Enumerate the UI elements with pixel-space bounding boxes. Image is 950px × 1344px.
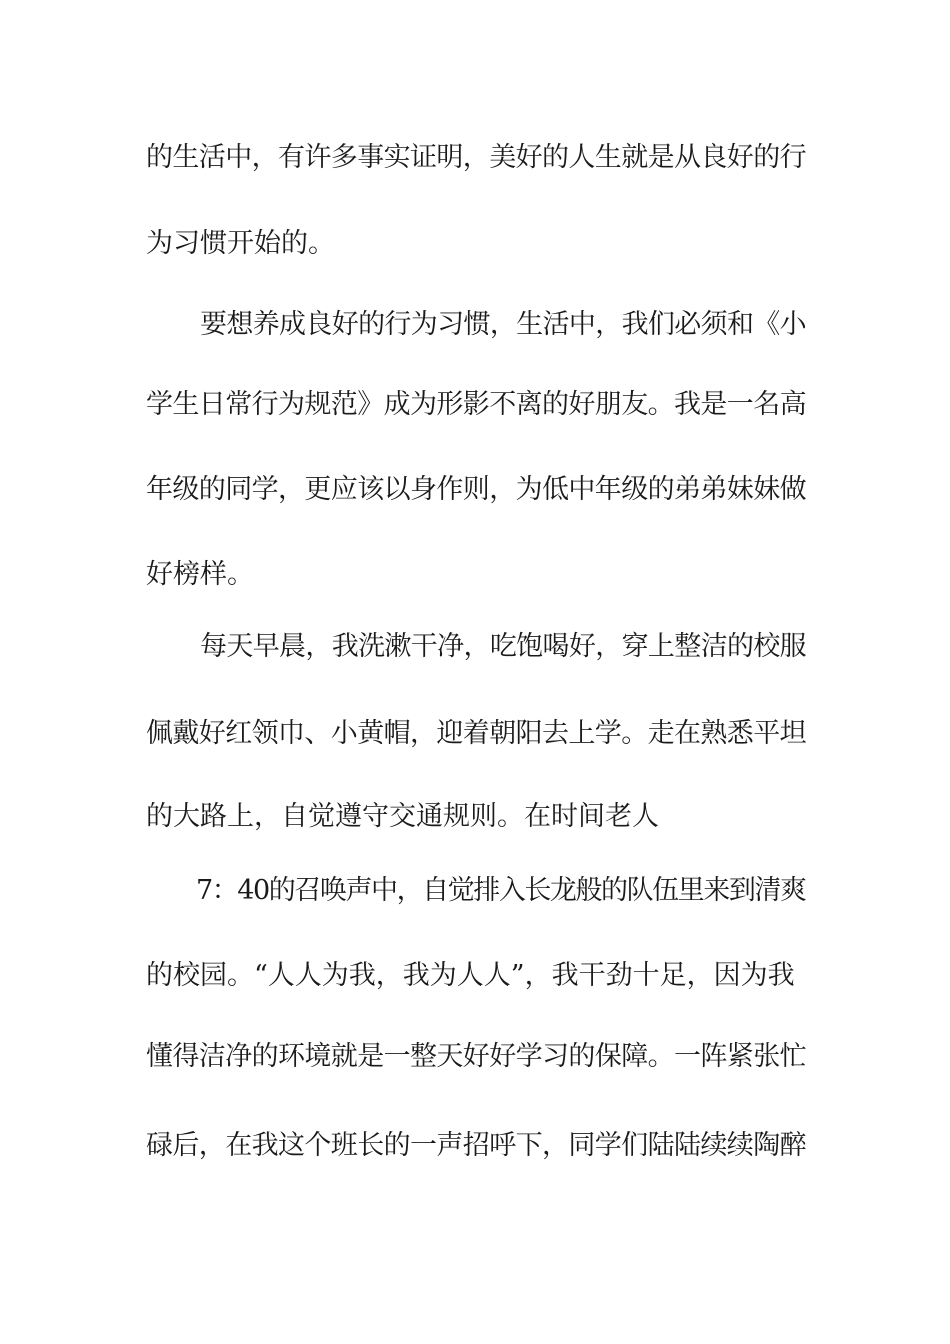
text-line: 为习惯开始的。: [146, 228, 335, 259]
text-line: 懂得洁净的环境就是一整天好好学习的保障。一阵紧张忙: [146, 1041, 806, 1072]
text-line: 佩戴好红领巾、小黄帽，迎着朝阳去上学。走在熟悉平坦: [146, 718, 806, 749]
text-line: 的校园。“人人为我，我为人人”，我干劲十足，因为我: [146, 960, 795, 991]
text-line: 的生活中，有许多事实证明，美好的人生就是从良好的行: [146, 142, 806, 173]
text-line: 学生日常行为规范》成为形影不离的好朋友。我是一名高: [146, 389, 806, 420]
text-line: 好榜样。: [146, 559, 254, 590]
text-line: 碌后，在我这个班长的一声招呼下，同学们陆陆续续陶醉: [146, 1130, 806, 1161]
paragraph-start-line: 要想养成良好的行为习惯，生活中，我们必须和《小: [200, 309, 806, 340]
text-line: 年级的同学，更应该以身作则，为低中年级的弟弟妹妹做: [146, 474, 806, 505]
text-line: 的大路上，自觉遵守交通规则。在时间老人: [146, 801, 659, 832]
paragraph-start-line: 每天早晨，我洗漱干净，吃饱喝好，穿上整洁的校服: [200, 631, 806, 662]
paragraph-start-line: 7：40的召唤声中，自觉排入长龙般的队伍里来到清爽: [196, 875, 806, 906]
